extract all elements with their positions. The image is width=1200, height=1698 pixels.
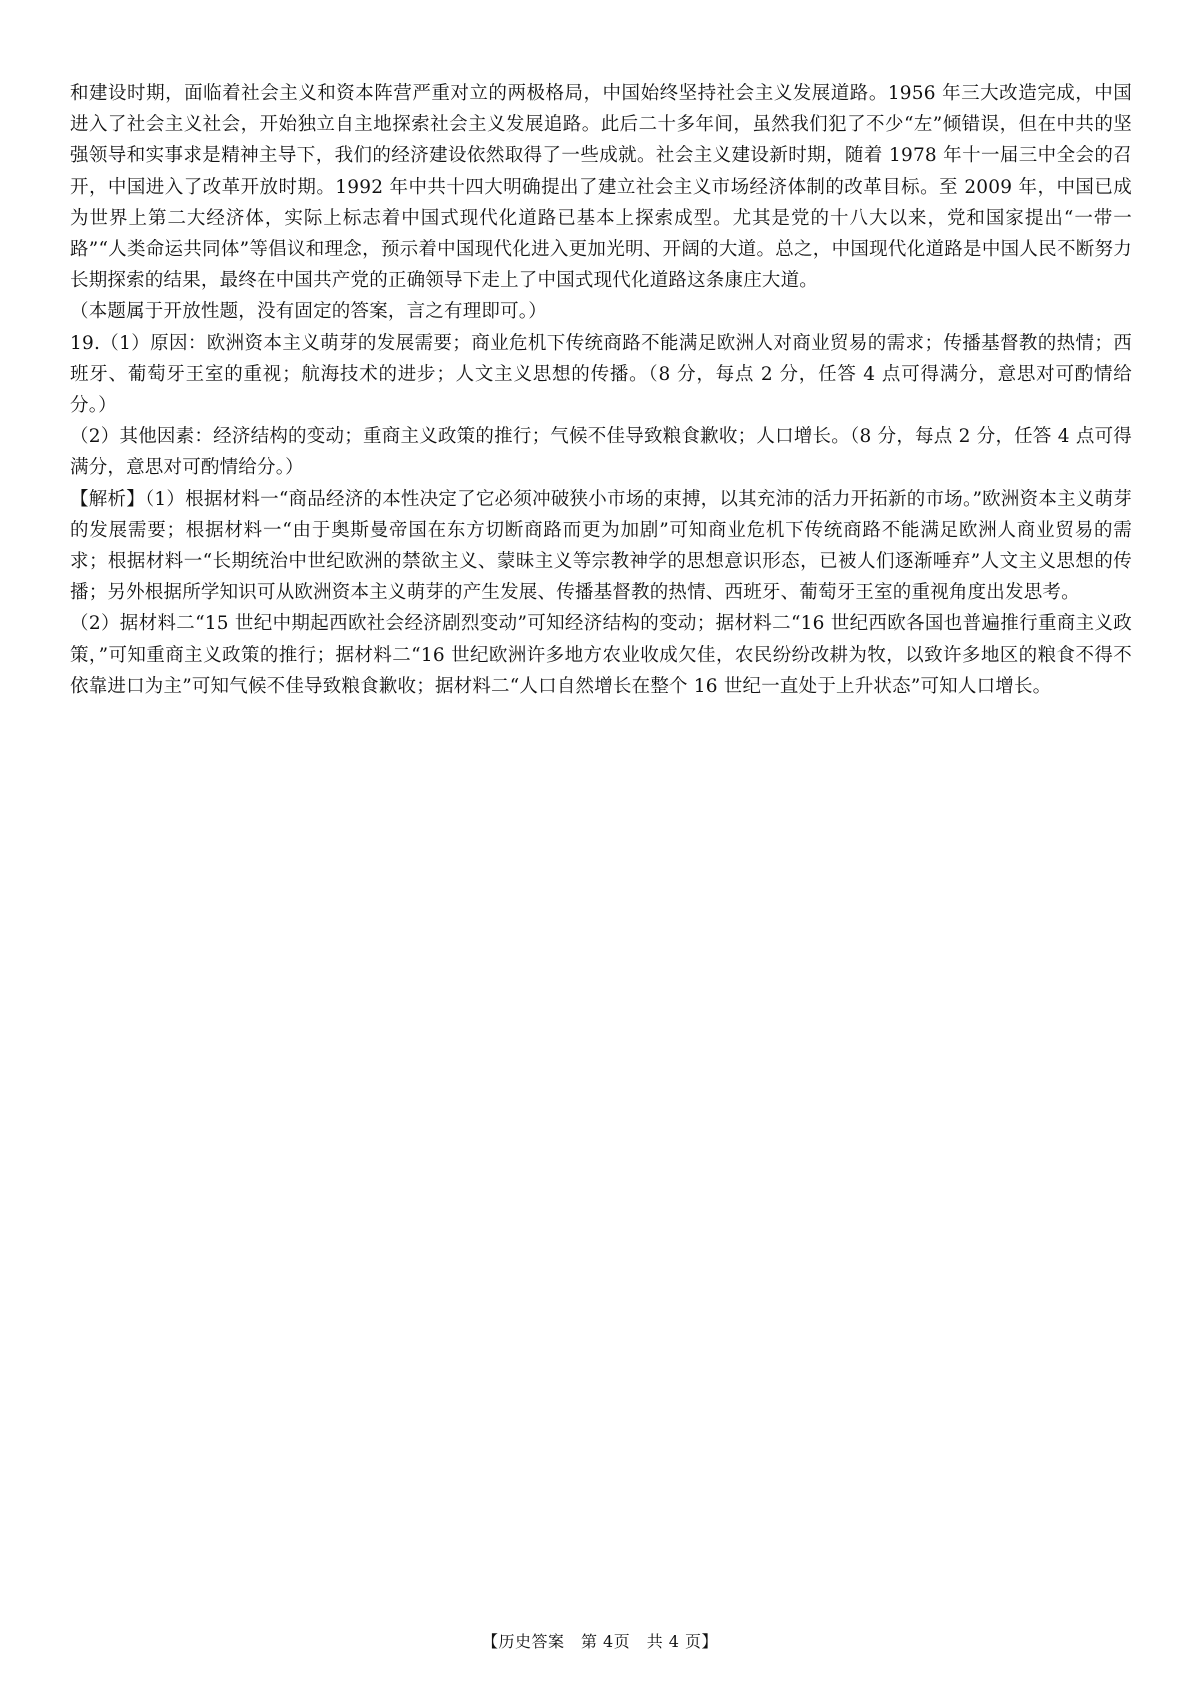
answer-body	[70, 78, 1132, 702]
open-question-note: （本题属于开放性题，没有固定的答案，言之有理即可。）	[70, 301, 547, 323]
answer-paragraph-18-summary: 和建设时期，面临着社会主义和资本阵营严重对立的两极格局，中国始终坚持社会主义发展道路。1956 年三大改造完成，中国进入了社会主义社会，开始独立自主地探索社会主义发展追路。此后二十多年间，虽然我们犯了不少“左”倾错误，但在中共的坚强领导和实事求是精神主导下，我们的经济建设依然取得了一些成就。社会主义建设新时期，随着 1978 年十一届三中全会的召开，中国进入了改革开放时期。1992 年中共十四大明确提出了建立社会主义市场经济体制的改革目标。至 2009 年，中国已成为世界上第二大经济体，实际上标志着中国式现代化道路已基本上探索成型。尤其是党的十八大以来，党和国家提出“一带一路”“人类命运共同体”等倡议和理念，预示着中国现代化进入更加光明、开阔的大道。总之，中国现代化道路是中国人民不断努力长期探索的结果，最终在中国共产党的正确领导下走上了中国式现代化道路这条康庄大道。	[70, 83, 1132, 292]
analysis-paragraph-part2: （2）据材料二“15 世纪中期起西欧社会经济剧烈变动”可知经济结构的变动；据材料二“16 世纪西欧各国也普遍推行重商主义政策，”可知重商主义政策的推行；据材料二“16 世纪欧洲许多地方农业收成欠佳，农民纷纷改耕为牧，以致许多地区的粮食不得不依靠进口为主”可知气候不佳导致粮食歉收；据材料二“人口自然增长在整个 16 世纪一直处于上升状态”可知人口增长。	[70, 613, 1132, 697]
answer-paragraph-19-part2: （2）其他因素：经济结构的变动；重商主义政策的推行；气候不佳导致粮食歉收；人口增长。（8 分，每点 2 分，任答 4 点可得满分，意思对可酌情给分。）	[70, 426, 1132, 479]
page-footer: 【历史答案 第 4页 共 4 页】	[481, 1632, 719, 1651]
analysis-paragraph-part1: 【解析】（1）根据材料一“商品经济的本性决定了它必须冲破狭小市场的束搏，以其充沛的活力开拓新的市场。”欧洲资本主义萌芽的发展需要；根据材料一“由于奥斯曼帝国在东方切断商路而更为加剧”可知商业危机下传统商路不能满足欧洲人商业贸易的需求；根据材料一“长期统治中世纪欧洲的禁欲主义、蒙昧主义等宗教神学的思想意识形态，已被人们逐渐唾弃”人文主义思想的传播；另外根据所学知识可从欧洲资本主义萌芽的产生发展、传播基督教的热情、西班牙、葡萄牙王室的重视角度出发思考。	[70, 488, 1132, 604]
answer-paragraph-19-part1: 19.（1）原因：欧洲资本主义萌芽的发展需要；商业危机下传统商路不能满足欧洲人对商业贸易的需求；传播基督教的热情；西班牙、葡萄牙王室的重视；航海技术的进步；人文主义思想的传播。（8 分，每点 2 分，任答 4 点可得满分，意思对可酌情给分。）	[70, 332, 1132, 417]
